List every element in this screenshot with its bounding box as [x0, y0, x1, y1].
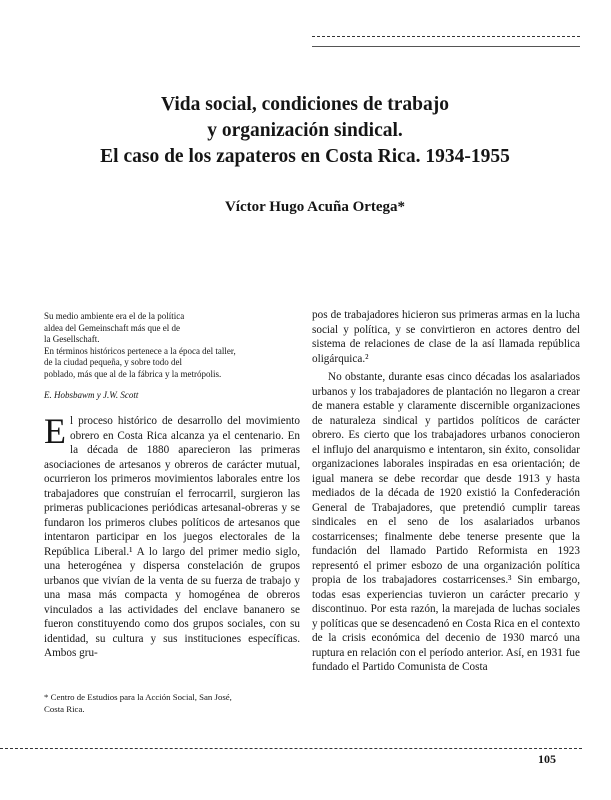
header-rule — [312, 36, 580, 37]
footnote-line: Costa Rica. — [44, 703, 85, 714]
epigraph-line: Su medio ambiente era el de la política — [44, 311, 185, 321]
epigraph-line: poblado, más que al de la fábrica y la metrópolis. — [44, 368, 222, 379]
drop-cap: E — [44, 411, 66, 451]
page-number: 105 — [538, 752, 556, 766]
right-paragraph-1: pos de trabajadores hicieron sus primeras armas en la lucha social y política, y se convirtieron en actores dentro del sistema de relaciones de clase de la así llamada república oligárquica.² — [312, 309, 580, 365]
title-line-3: El caso de los zapateros en Costa Rica. 1934-1955 — [100, 146, 510, 167]
epigraph-source: E. Hobsbawm y J.W. Scott — [44, 390, 139, 400]
title-line-1: Vida social, condiciones de trabajo — [161, 94, 449, 115]
epigraph — [44, 311, 306, 380]
author-footnote — [44, 692, 300, 715]
right-column — [312, 308, 580, 675]
left-column — [44, 411, 300, 661]
epigraph-line: aldea del Gemeinschaft más que el de — [44, 322, 180, 333]
header-rule-secondary — [312, 46, 580, 47]
article-author: Víctor Hugo Acuña Ortega* — [224, 199, 406, 215]
left-paragraph-text: l proceso histórico de desarrollo del movimiento obrero en Costa Rica alcanza ya el centenario. En la década de 1880 aparecieron las primeras asociaciones de artesanos y obreros de carácter mutual, ocurrieron los primeros movimientos laborales entre los trabajadores que construían el ferrocarril, surgieron las primeras publicaciones periódicas artesanal-obreras y se fundaron los primeros clubes políticos de artesanos que intentaron participar en los juegos electorales de la República Liberal.¹ A lo largo del primer medio siglo, una heterogénea y dispersa constelación de grupos urbanos que vivían de la venta de su fuerza de trabajo y una masa más compacta y homogénea de obreros vinculados a las actividades del enclave bananero se fueron constituyendo como dos grupos sociales, con su identidad, su cultura y sus instituciones específicas. Ambos gru- — [44, 415, 300, 659]
article-title — [60, 92, 550, 170]
footer-rule — [0, 748, 582, 749]
left-paragraph — [44, 411, 300, 661]
right-paragraph-2: No obstante, durante esas cinco décadas los asalariados urbanos y los trabajadores de plantación no llegaron a crear de manera estable y claramente discernible organizaciones de naturaleza sindical y partidos políticos de carácter obrero. Es cierto que los trabajadores urbanos conocieron el influjo del anarquismo e intentaron, sin éxito, consolidar organizaciones laborales inspiradas en esa orientación; de igual manera se debe recordar que desde 1913 y hasta mediados de la década de 1920 existió la Confederación General de Trabajadores, que pretendió cumplir tareas sindicales en el seno de los asalariados urbanos costarricenses; finalmente debe tenerse presente que la fundación del llamado Partido Reformista en 1923 representó el primer esbozo de una organización política propia de los trabajadores costarricenses.³ Sin embargo, todas esas experiencias tuvieron un carácter precario y discontinuo. Por esta razón, la marejada de luchas sociales y políticas que se desencadenó en Costa Rica en el contexto de la crisis económica del decenio de 1930 marcó una ruptura en relación con el período anterior. Así, en 1931 fue fundado el Partido Comunista de Costa — [312, 371, 580, 673]
epigraph-line: En términos históricos pertenece a la época del taller, — [44, 345, 236, 356]
epigraph-line: la Gesellschaft. — [44, 334, 100, 344]
title-line-2: y organización sindical. — [207, 120, 403, 141]
epigraph-line: de la ciudad pequeña, y sobre todo del — [44, 357, 182, 367]
footnote-line: * Centro de Estudios para la Acción Social, San José, — [44, 692, 232, 702]
